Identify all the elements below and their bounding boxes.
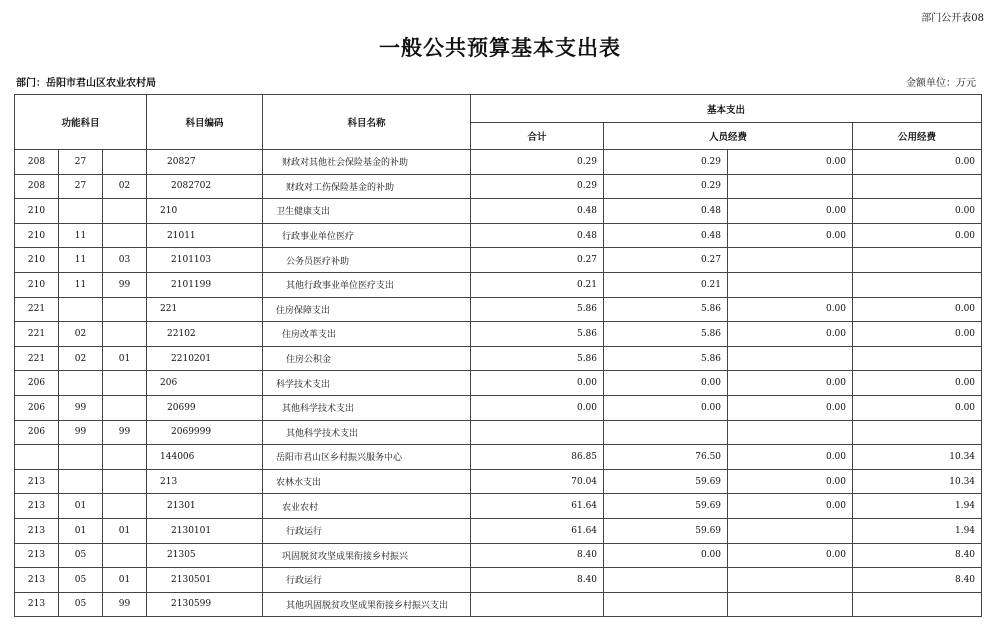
func-class-cell: 206 <box>15 395 59 420</box>
personnel-cost-other-cell <box>728 272 853 297</box>
func-item-cell: 01 <box>59 494 103 519</box>
table-row <box>15 150 982 175</box>
public-cost-cell: 0.00 <box>853 199 982 224</box>
table-row <box>15 371 982 396</box>
func-subitem-cell: 99 <box>103 592 147 617</box>
func-subitem-cell <box>103 150 147 175</box>
personnel-cost-cell: 5.86 <box>604 346 728 371</box>
table-row <box>15 568 982 593</box>
table-row <box>15 592 982 617</box>
subject-code-cell: 2130501 <box>147 568 263 593</box>
personnel-cost-cell: 0.48 <box>604 223 728 248</box>
func-item-cell: 02 <box>59 322 103 347</box>
total-cell: 0.48 <box>471 223 604 248</box>
subject-name-cell: 住房改革支出 <box>263 322 471 347</box>
func-subitem-cell <box>103 223 147 248</box>
func-item-cell: 05 <box>59 543 103 568</box>
header-subject-name: 科目名称 <box>263 95 471 150</box>
subject-name-cell: 住房保障支出 <box>263 297 471 322</box>
func-item-cell <box>59 469 103 494</box>
personnel-cost-other-cell <box>728 346 853 371</box>
public-cost-cell <box>853 248 982 273</box>
subject-name-cell: 其他行政事业单位医疗支出 <box>263 272 471 297</box>
budget-table <box>14 94 982 617</box>
table-row <box>15 395 982 420</box>
personnel-cost-cell: 0.29 <box>604 174 728 199</box>
func-class-cell: 221 <box>15 322 59 347</box>
total-cell: 0.27 <box>471 248 604 273</box>
personnel-cost-cell: 76.50 <box>604 445 728 470</box>
func-class-cell: 221 <box>15 346 59 371</box>
form-number: 部门公开表08 <box>921 13 984 24</box>
personnel-cost-cell: 0.48 <box>604 199 728 224</box>
personnel-cost-other-cell <box>728 420 853 445</box>
public-cost-cell: 8.40 <box>853 543 982 568</box>
public-cost-cell <box>853 346 982 371</box>
personnel-cost-cell: 0.21 <box>604 272 728 297</box>
header-personnel-cost: 人员经费 <box>604 123 853 150</box>
subject-name-cell: 住房公积金 <box>263 346 471 371</box>
public-cost-cell: 10.34 <box>853 445 982 470</box>
personnel-cost-other-cell: 0.00 <box>728 322 853 347</box>
func-item-cell <box>59 199 103 224</box>
total-cell: 61.64 <box>471 518 604 543</box>
public-cost-cell: 1.94 <box>853 518 982 543</box>
table-row <box>15 272 982 297</box>
personnel-cost-other-cell: 0.00 <box>728 469 853 494</box>
func-item-cell: 05 <box>59 592 103 617</box>
func-item-cell <box>59 297 103 322</box>
public-cost-cell: 10.34 <box>853 469 982 494</box>
header-basic-expenditure: 基本支出 <box>471 95 982 123</box>
subject-code-cell: 210 <box>147 199 263 224</box>
table-row <box>15 297 982 322</box>
subject-code-cell: 2101199 <box>147 272 263 297</box>
subject-code-cell: 2130101 <box>147 518 263 543</box>
table-row <box>15 322 982 347</box>
table-row <box>15 518 982 543</box>
table-row <box>15 494 982 519</box>
func-class-cell: 213 <box>15 568 59 593</box>
func-item-cell <box>59 445 103 470</box>
func-class-cell: 206 <box>15 420 59 445</box>
func-item-cell: 27 <box>59 174 103 199</box>
subject-code-cell: 20827 <box>147 150 263 175</box>
subject-name-cell: 农林水支出 <box>263 469 471 494</box>
func-class-cell: 210 <box>15 272 59 297</box>
personnel-cost-cell: 5.86 <box>604 297 728 322</box>
public-cost-cell: 0.00 <box>853 322 982 347</box>
func-item-cell: 05 <box>59 568 103 593</box>
func-class-cell: 213 <box>15 543 59 568</box>
func-class-cell: 208 <box>15 150 59 175</box>
personnel-cost-cell: 0.00 <box>604 543 728 568</box>
total-cell: 0.00 <box>471 371 604 396</box>
func-subitem-cell: 03 <box>103 248 147 273</box>
subject-code-cell: 21011 <box>147 223 263 248</box>
table-row <box>15 346 982 371</box>
subject-code-cell: 20699 <box>147 395 263 420</box>
subject-code-cell: 2069999 <box>147 420 263 445</box>
func-subitem-cell: 99 <box>103 420 147 445</box>
personnel-cost-other-cell <box>728 592 853 617</box>
table-row <box>15 248 982 273</box>
page-title: 一般公共预算基本支出表 <box>379 36 621 60</box>
subject-name-cell: 其他科学技术支出 <box>263 420 471 445</box>
func-subitem-cell <box>103 322 147 347</box>
personnel-cost-other-cell <box>728 518 853 543</box>
header-function-subject: 功能科目 <box>15 95 147 150</box>
department-label: 部门：岳阳市君山区农业农村局 <box>16 78 156 89</box>
subject-code-cell: 2082702 <box>147 174 263 199</box>
func-item-cell: 02 <box>59 346 103 371</box>
header-subject-code: 科目编码 <box>147 95 263 150</box>
personnel-cost-cell: 59.69 <box>604 518 728 543</box>
personnel-cost-other-cell: 0.00 <box>728 199 853 224</box>
public-cost-cell: 0.00 <box>853 150 982 175</box>
personnel-cost-other-cell: 0.00 <box>728 445 853 470</box>
personnel-cost-cell: 0.27 <box>604 248 728 273</box>
func-subitem-cell <box>103 371 147 396</box>
total-cell: 70.04 <box>471 469 604 494</box>
personnel-cost-cell <box>604 592 728 617</box>
personnel-cost-cell: 5.86 <box>604 322 728 347</box>
subject-name-cell: 行政事业单位医疗 <box>263 223 471 248</box>
total-cell: 0.48 <box>471 199 604 224</box>
total-cell: 0.21 <box>471 272 604 297</box>
personnel-cost-other-cell <box>728 174 853 199</box>
personnel-cost-other-cell: 0.00 <box>728 150 853 175</box>
total-cell: 61.64 <box>471 494 604 519</box>
total-cell: 5.86 <box>471 297 604 322</box>
subject-code-cell: 2101103 <box>147 248 263 273</box>
total-cell <box>471 420 604 445</box>
total-cell: 86.85 <box>471 445 604 470</box>
subject-code-cell: 144006 <box>147 445 263 470</box>
personnel-cost-other-cell: 0.00 <box>728 223 853 248</box>
public-cost-cell: 0.00 <box>853 223 982 248</box>
total-cell: 0.00 <box>471 395 604 420</box>
personnel-cost-cell: 59.69 <box>604 469 728 494</box>
personnel-cost-other-cell: 0.00 <box>728 395 853 420</box>
func-subitem-cell <box>103 445 147 470</box>
func-item-cell: 27 <box>59 150 103 175</box>
public-cost-cell: 0.00 <box>853 297 982 322</box>
table-row <box>15 420 982 445</box>
personnel-cost-other-cell: 0.00 <box>728 371 853 396</box>
func-class-cell: 206 <box>15 371 59 396</box>
personnel-cost-other-cell: 0.00 <box>728 297 853 322</box>
public-cost-cell: 1.94 <box>853 494 982 519</box>
subject-name-cell: 财政对其他社会保险基金的补助 <box>263 150 471 175</box>
subject-code-cell: 2210201 <box>147 346 263 371</box>
subject-name-cell: 卫生健康支出 <box>263 199 471 224</box>
func-item-cell: 01 <box>59 518 103 543</box>
func-class-cell: 213 <box>15 469 59 494</box>
subject-code-cell: 21305 <box>147 543 263 568</box>
personnel-cost-cell: 0.00 <box>604 371 728 396</box>
func-subitem-cell <box>103 469 147 494</box>
subject-name-cell: 农业农村 <box>263 494 471 519</box>
personnel-cost-other-cell: 0.00 <box>728 494 853 519</box>
table-row <box>15 469 982 494</box>
func-item-cell: 11 <box>59 223 103 248</box>
func-class-cell: 210 <box>15 223 59 248</box>
func-subitem-cell <box>103 494 147 519</box>
func-subitem-cell: 01 <box>103 518 147 543</box>
total-cell: 5.86 <box>471 346 604 371</box>
func-subitem-cell: 02 <box>103 174 147 199</box>
table-row <box>15 174 982 199</box>
subject-code-cell: 2130599 <box>147 592 263 617</box>
personnel-cost-cell: 59.69 <box>604 494 728 519</box>
func-class-cell: 208 <box>15 174 59 199</box>
personnel-cost-other-cell <box>728 568 853 593</box>
public-cost-cell <box>853 174 982 199</box>
func-class-cell: 213 <box>15 494 59 519</box>
func-class-cell <box>15 445 59 470</box>
subject-code-cell: 206 <box>147 371 263 396</box>
func-class-cell: 210 <box>15 199 59 224</box>
subject-name-cell: 财政对工伤保险基金的补助 <box>263 174 471 199</box>
func-item-cell <box>59 371 103 396</box>
func-item-cell: 99 <box>59 420 103 445</box>
total-cell: 5.86 <box>471 322 604 347</box>
subject-code-cell: 21301 <box>147 494 263 519</box>
header-total: 合计 <box>471 123 604 150</box>
public-cost-cell <box>853 420 982 445</box>
subject-code-cell: 22102 <box>147 322 263 347</box>
func-subitem-cell <box>103 199 147 224</box>
header-public-cost: 公用经费 <box>853 123 982 150</box>
table-row <box>15 199 982 224</box>
func-class-cell: 210 <box>15 248 59 273</box>
func-class-cell: 221 <box>15 297 59 322</box>
func-item-cell: 11 <box>59 272 103 297</box>
func-subitem-cell: 99 <box>103 272 147 297</box>
func-item-cell: 11 <box>59 248 103 273</box>
subject-code-cell: 221 <box>147 297 263 322</box>
func-class-cell: 213 <box>15 518 59 543</box>
total-cell: 0.29 <box>471 150 604 175</box>
func-item-cell: 99 <box>59 395 103 420</box>
public-cost-cell: 8.40 <box>853 568 982 593</box>
subject-name-cell: 公务员医疗补助 <box>263 248 471 273</box>
subject-name-cell: 岳阳市君山区乡村振兴服务中心 <box>263 445 471 470</box>
table-row <box>15 543 982 568</box>
subject-name-cell: 科学技术支出 <box>263 371 471 396</box>
func-subitem-cell: 01 <box>103 346 147 371</box>
func-subitem-cell <box>103 395 147 420</box>
func-subitem-cell <box>103 297 147 322</box>
public-cost-cell <box>853 592 982 617</box>
func-class-cell: 213 <box>15 592 59 617</box>
func-subitem-cell: 01 <box>103 568 147 593</box>
public-cost-cell: 0.00 <box>853 395 982 420</box>
table-row <box>15 223 982 248</box>
subject-name-cell: 其他科学技术支出 <box>263 395 471 420</box>
subject-name-cell: 其他巩固脱贫攻坚成果衔接乡村振兴支出 <box>263 592 471 617</box>
personnel-cost-other-cell: 0.00 <box>728 543 853 568</box>
table-row <box>15 445 982 470</box>
personnel-cost-cell: 0.29 <box>604 150 728 175</box>
personnel-cost-cell <box>604 568 728 593</box>
total-cell: 0.29 <box>471 174 604 199</box>
public-cost-cell <box>853 272 982 297</box>
subject-code-cell: 213 <box>147 469 263 494</box>
total-cell: 8.40 <box>471 543 604 568</box>
total-cell <box>471 592 604 617</box>
func-subitem-cell <box>103 543 147 568</box>
subject-name-cell: 行政运行 <box>263 568 471 593</box>
personnel-cost-other-cell <box>728 248 853 273</box>
subject-name-cell: 行政运行 <box>263 518 471 543</box>
personnel-cost-cell: 0.00 <box>604 395 728 420</box>
amount-unit-label: 金额单位：万元 <box>906 78 976 89</box>
personnel-cost-cell <box>604 420 728 445</box>
public-cost-cell: 0.00 <box>853 371 982 396</box>
subject-name-cell: 巩固脱贫攻坚成果衔接乡村振兴 <box>263 543 471 568</box>
total-cell: 8.40 <box>471 568 604 593</box>
